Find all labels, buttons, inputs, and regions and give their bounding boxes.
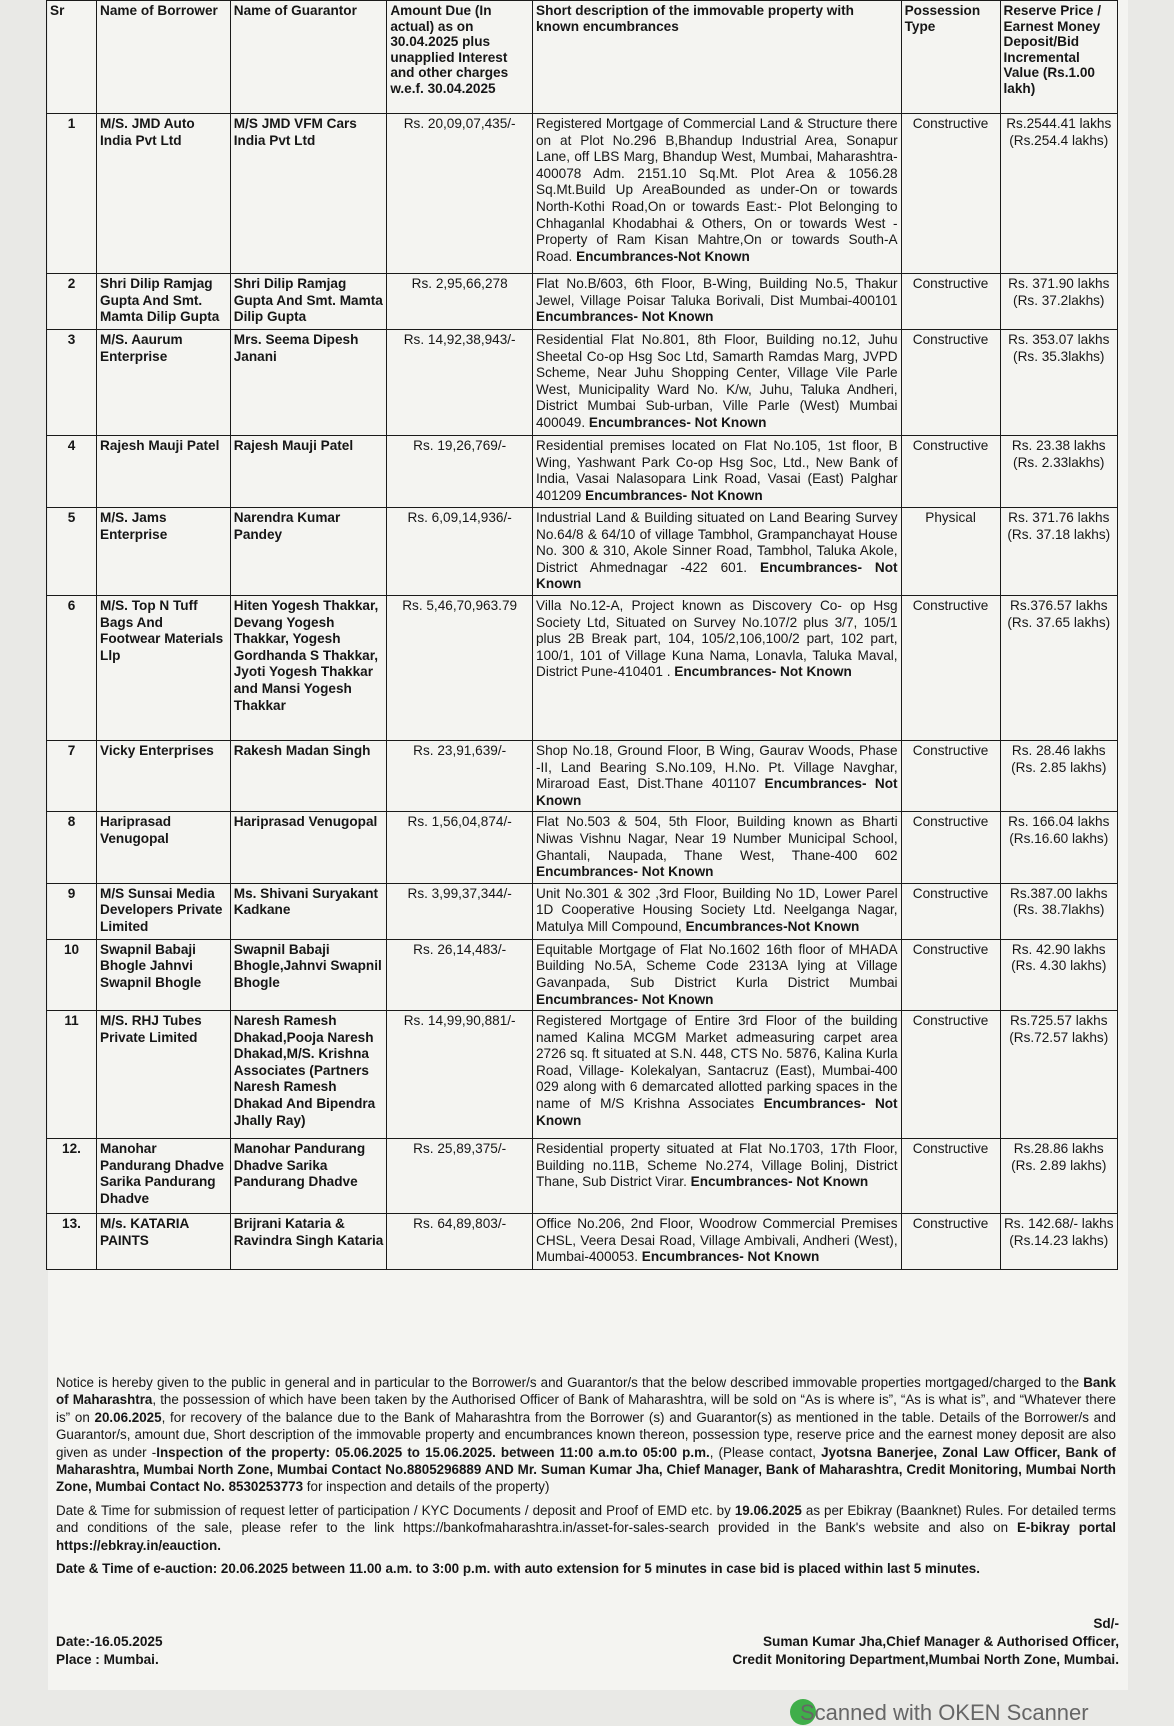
contact-details: Jyotsna Banerjee, Zonal Law Officer, Bank of Maharashtra, Mumbai North Zone, Mumbai Contact No.8805296889 AND Mr. Suman Kumar Jha, Chief Manager, Bank of Maharashtra, Credit Monitoring, Mumbai North Zone, Mumbai Contact No. 8530253773	[56, 1444, 1117, 1495]
row-guarantor: Shri Dilip Ramjag Gupta And Smt. Mamta Dilip Gupta	[230, 274, 387, 330]
encumbrance-text: Encumbrances- Not Known	[674, 664, 852, 680]
row-amount-due: Rs. 64,89,803/-	[387, 1214, 533, 1270]
table-row	[47, 508, 1118, 596]
row-sr-no: 8	[47, 812, 97, 883]
row-sr-no: 3	[47, 330, 97, 436]
row-borrower: M/S. RHJ Tubes Private Limited	[97, 1011, 231, 1139]
encumbrance-text: Encumbrances- Not Known	[536, 309, 714, 325]
table-row	[47, 939, 1118, 1010]
table-row	[47, 114, 1118, 274]
header-description: Short description of the immovable property with known encumbrances	[533, 1, 902, 114]
row-guarantor: Swapnil Babaji Bhogle,Jahnvi Swapnil Bhogle	[230, 939, 387, 1010]
row-sr-no: 9	[47, 883, 97, 939]
row-property-description	[533, 812, 902, 883]
row-sr-no: 11	[47, 1011, 97, 1139]
row-guarantor: Rakesh Madan Singh	[230, 740, 387, 811]
footer-signature	[732, 1615, 1119, 1669]
row-amount-due: Rs. 20,09,07,435/-	[387, 114, 533, 274]
row-amount-due: Rs. 1,56,04,874/-	[387, 812, 533, 883]
header-reserve: Reserve Price / Earnest Money Deposit/Bid Incremental Value (Rs.1.00 lakh)	[1000, 1, 1117, 114]
row-borrower: M/S. Aaurum Enterprise	[97, 330, 231, 436]
row-possession-type: Constructive	[901, 595, 1000, 740]
row-sr-no: 4	[47, 436, 97, 508]
ebikray-portal-link[interactable]: E-bikray portal https://ebkray.in/eauction.	[56, 1520, 1116, 1553]
row-sr-no: 7	[47, 740, 97, 811]
notice-text-span: , the possession of which have been taken by the Authorised Officer of Bank of Maharashtra, will be sold on “As is where is”, “As is what is”, and “Whatever there is” on	[56, 1392, 1116, 1425]
row-guarantor: Manohar Pandurang Dhadve Sarika Pandurang Dhadve	[230, 1139, 387, 1214]
row-borrower: Manohar Pandurang Dhadve Sarika Pandurang Dhadve	[97, 1139, 231, 1214]
row-property-description	[533, 740, 902, 811]
row-guarantor: Narendra Kumar Pandey	[230, 508, 387, 596]
row-amount-due: Rs. 25,89,375/-	[387, 1139, 533, 1214]
encumbrance-text: Encumbrances- Not Known	[585, 487, 763, 503]
property-text: Residential Flat No.801, 8th Floor, Building no.12, Juhu Sheetal Co-op Hsg Soc Ltd, Samarth Ramdas Marg, JVPD Scheme, Near Juhu Shopping Center, Village Vile Parle West, Municipality Ward No. K/w, Juhu, Taluka Andheri, District Mumbai Sub-urban, Ville Parle (West) Mumbai 400049.	[536, 332, 898, 430]
property-text: Villa No.12-A, Project known as Discovery Co- op Hsg Society Ltd, Situated on Survey No.107/2 plus 3/7, 105/1 plus 2B Break part, 104, 105/2,106,100/2 part, 102 part, 100/1, 101 of Village Kuna Nama, Lonavla, Taluka Maval, District Pune-410401 .	[536, 597, 898, 680]
encumbrance-text: Encumbrances- Not Known	[536, 559, 898, 592]
notice-text-span: Date & Time for submission of request letter of participation / KYC Documents / deposit and Proof of EMD etc. by	[56, 1502, 735, 1518]
encumbrance-text: Encumbrances- Not Known	[641, 1249, 820, 1265]
header-sr: Sr	[47, 1, 97, 114]
property-text: Residential premises located on Flat No.105, 1st floor, B Wing, Yashwant Park Co-op Hsg Soc, Ltd., New Bank of India, Vasai Nalasopara Link Road, Vasai (East) Palghar 401209	[536, 438, 898, 503]
property-text: Flat No.503 & 504, 5th Floor, Building known as Bharti Niwas Vishnu Nagar, Near 19 Number Municipal School, Ghantali, Naupada, Thane West, Thane-400 602	[536, 814, 898, 863]
row-reserve-price: Rs. 42.90 lakhs (Rs. 4.30 lakhs)	[1000, 939, 1117, 1010]
notice-paragraph-3	[56, 1560, 1116, 1577]
row-property-description	[533, 114, 902, 274]
row-guarantor: Brijrani Kataria & Ravindra Singh Kataria	[230, 1214, 387, 1270]
row-amount-due: Rs. 6,09,14,936/-	[387, 508, 533, 596]
bank-name: Bank of Maharashtra	[56, 1375, 1116, 1408]
row-sr-no: 12.	[47, 1139, 97, 1214]
row-amount-due: Rs. 14,99,90,881/-	[387, 1011, 533, 1139]
encumbrance-text: Encumbrances- Not Known	[588, 414, 767, 430]
row-property-description	[533, 1139, 902, 1214]
table-row	[47, 436, 1118, 508]
footer-department: Credit Monitoring Department,Mumbai North Zone, Mumbai.	[732, 1652, 1119, 1667]
notice-paragraph-2	[56, 1502, 1116, 1554]
header-amount: Amount Due (In actual) as on 30.04.2025 plus unapplied Interest and other charges w.e.f. 30.04.2025	[387, 1, 533, 114]
notice-text-span: as per Ebikray (Baanknet) Rules. For detailed terms and conditions of the sale, please refer to the link https://bankofmaharashtra.in/asset-for-sales-search provided in the Bank's website and also on	[56, 1502, 1116, 1536]
inspection-period: Inspection of the property: 05.06.2025 to 15.06.2025. between 11:00 a.m.to 05:00 p.m.	[156, 1444, 710, 1460]
row-amount-due: Rs. 19,26,769/-	[387, 436, 533, 508]
row-guarantor: Naresh Ramesh Dhakad,Pooja Naresh Dhakad,M/S. Krishna Associates (Partners Naresh Ramesh Dhakad And Bipendra Jhally Ray)	[230, 1011, 387, 1139]
row-reserve-price: Rs.376.57 lakhs (Rs. 37.65 lakhs)	[1000, 595, 1117, 740]
row-amount-due: Rs. 3,99,37,344/-	[387, 883, 533, 939]
row-property-description	[533, 1011, 902, 1139]
header-possession: Possession Type	[901, 1, 1000, 114]
header-guarantor: Name of Guarantor	[230, 1, 387, 114]
property-text: Flat No.B/603, 6th Floor, B-Wing, Building No.5, Thakur Jewel, Village Poisar Taluka Borivali, Dist Mumbai-400101	[536, 276, 898, 308]
row-reserve-price: Rs. 166.04 lakhs (Rs.16.60 lakhs)	[1000, 812, 1117, 883]
row-property-description	[533, 595, 902, 740]
notice-text-span: Notice is hereby given to the public in general and in particular to the Borrower/s and Guarantor/s that the below described immovable properties mortgaged/charged to the	[56, 1375, 1084, 1390]
table-row	[47, 595, 1118, 740]
property-text: Unit No.301 & 302 ,3rd Floor, Building No 1D, Lower Parel 1D Cooperative Housing Society Ltd. Neelganga Nagar, Matulya Mill Compound,	[536, 885, 898, 934]
row-guarantor: Ms. Shivani Suryakant Kadkane	[230, 883, 387, 939]
header-borrower: Name of Borrower	[97, 1, 231, 114]
row-amount-due: Rs. 14,92,38,943/-	[387, 330, 533, 436]
row-reserve-price: Rs.387.00 lakhs (Rs. 38.7lakhs)	[1000, 883, 1117, 939]
row-property-description	[533, 330, 902, 436]
row-sr-no: 1	[47, 114, 97, 274]
property-text: Registered Mortgage of Entire 3rd Floor of the building named Kalina MCGM Market admeasuring carpet area 2726 sq. ft situated at S.N. 448, CTS No. 5876, Kalina Kurla Road, Village- Kolekalyan, Santacruz (East), Mumbai-400 029 along with 6 demarcated allotted parking spaces in the name of M/S Krishna Associates	[536, 1013, 898, 1112]
row-amount-due: Rs. 2,95,66,278	[387, 274, 533, 330]
row-property-description	[533, 436, 902, 508]
table-row	[47, 1139, 1118, 1214]
row-possession-type: Constructive	[901, 436, 1000, 508]
property-text: Equitable Mortgage of Flat No.1602 16th floor of MHADA Building No.5A, Scheme Code 2313A lying at Village Gavanpada, Sub District Kurla District Mumbai	[536, 941, 898, 990]
row-borrower: M/s. KATARIA PAINTS	[97, 1214, 231, 1270]
footer-officer: Suman Kumar Jha,Chief Manager & Authorised Officer,	[762, 1634, 1119, 1649]
row-reserve-price: Rs. 371.76 lakhs (Rs. 37.18 lakhs)	[1000, 508, 1117, 596]
row-sr-no: 10	[47, 939, 97, 1010]
row-reserve-price: Rs. 142.68/- lakhs (Rs.14.23 lakhs)	[1000, 1214, 1117, 1270]
row-reserve-price: Rs.2544.41 lakhs (Rs.254.4 lakhs)	[1000, 114, 1117, 274]
notice-paragraph-1	[56, 1374, 1116, 1496]
row-possession-type: Constructive	[901, 939, 1000, 1010]
property-text: Residential property situated at Flat No.1703, 17th Floor, Building no.11B, Scheme No.274, Village Bolinj, District Thane, Sub District Virar.	[536, 1141, 898, 1190]
property-text: Industrial Land & Building situated on Land Bearing Survey No.64/8 & 64/10 of village Tambhol, Grampanchayat House No. 300 & 310, Akole Sinner Road, Tambhol, Taluka Akole, District Ahmednagar -422 601.	[536, 510, 898, 575]
row-possession-type: Constructive	[901, 330, 1000, 436]
eauction-datetime: Date & Time of e-auction: 20.06.2025 between 11.00 a.m. to 3:00 p.m. with auto extension for 5 minutes in case bid is placed within last 5 minutes.	[56, 1561, 980, 1577]
property-text: Registered Mortgage of Commercial Land & Structure there on at Plot No.296 B,Bhandup Industrial Area, Sonapur Lane, off LBS Marg, Bhandup West, Mumbai, Maharashtra-400078 Adm. 2151.10 Sq.Mt. Plot Area & 1056.28 Sq.Mt.Build Up AreaBounded as under-On or towards North-Kothi Road,On or towards East:- Plot Belonging to Chhaganlal Khodabhai & Others, On or towards West -Property of Ram Kisan Mahtre,On or towards South-A Road.	[536, 116, 898, 264]
encumbrance-text: Encumbrances- Not Known	[536, 991, 714, 1007]
encumbrance-text: Encumbrances- Not Known	[690, 1174, 869, 1190]
table-row	[47, 1214, 1118, 1270]
row-amount-due: Rs. 5,46,70,963.79	[387, 595, 533, 740]
row-reserve-price: Rs.28.86 lakhs (Rs. 2.89 lakhs)	[1000, 1139, 1117, 1214]
encumbrance-text: Encumbrances- Not Known	[536, 864, 714, 880]
table-row	[47, 1011, 1118, 1139]
row-sr-no: 2	[47, 274, 97, 330]
row-possession-type: Constructive	[901, 1214, 1000, 1270]
sale-date: 20.06.2025	[94, 1409, 162, 1425]
row-borrower: Hariprasad Venugopal	[97, 812, 231, 883]
table-row	[47, 274, 1118, 330]
row-property-description	[533, 883, 902, 939]
row-amount-due: Rs. 26,14,483/-	[387, 939, 533, 1010]
row-property-description	[533, 939, 902, 1010]
row-property-description	[533, 1214, 902, 1270]
notice-text-span: , for recovery of the balance due to the Bank of Maharashtra from the Borrower (s) and Guarantor(s) as mentioned in the table. Details of the Borrower/s and Guarantor/s, amount due, Short description of the immovable property and encumbrances known thereon, possession type, reserve price and the earnest money deposit are also given as under -	[56, 1409, 1117, 1460]
submission-date: 19.06.2025	[734, 1502, 802, 1518]
row-borrower: M/S. Top N Tuff Bags And Footwear Materials Llp	[97, 595, 231, 740]
notice-text	[56, 1374, 1116, 1583]
row-guarantor: Hiten Yogesh Thakkar, Devang Yogesh Thakkar, Yogesh Gordhanda S Thakkar, Jyoti Yogesh Thakkar and Mansi Yogesh Thakkar	[230, 595, 387, 740]
scanner-watermark: Scanned with OKEN Scanner	[800, 1700, 1089, 1725]
row-borrower: Swapnil Babaji Bhogle Jahnvi Swapnil Bhogle	[97, 939, 231, 1010]
row-borrower: Rajesh Mauji Patel	[97, 436, 231, 508]
encumbrance-text: Encumbrances- Not Known	[536, 776, 898, 808]
row-sr-no: 5	[47, 508, 97, 596]
footer-sd: Sd/-	[1093, 1616, 1119, 1631]
footer-date-place	[56, 1633, 163, 1669]
table-row	[47, 883, 1118, 939]
footer-place: Place : Mumbai.	[56, 1652, 159, 1667]
row-sr-no: 6	[47, 595, 97, 740]
row-reserve-price: Rs. 371.90 lakhs (Rs. 37.2lakhs)	[1000, 274, 1117, 330]
row-possession-type: Constructive	[901, 1011, 1000, 1139]
row-property-description	[533, 274, 902, 330]
row-borrower: M/S. JMD Auto India Pvt Ltd	[97, 114, 231, 274]
footer-date: Date:-16.05.2025	[56, 1634, 163, 1649]
encumbrance-text: Encumbrances-Not Known	[685, 918, 860, 934]
table-row	[47, 330, 1118, 436]
property-text: Shop No.18, Ground Floor, B Wing, Gaurav Woods, Phase -II, Land Bearing S.No.109, H.No. Pt. Village Navghar, Miraroad East, Dist.Thane 401107	[536, 742, 898, 792]
notice-text-span: , (Please contact,	[709, 1444, 822, 1460]
encumbrance-text: Encumbrances-Not Known	[576, 248, 750, 264]
row-borrower: M/S. Jams Enterprise	[97, 508, 231, 596]
row-guarantor: M/S JMD VFM Cars India Pvt Ltd	[230, 114, 387, 274]
notice-text-span: for inspection and details of the property)	[303, 1479, 550, 1495]
row-reserve-price: Rs. 353.07 lakhs (Rs. 35.3lakhs)	[1000, 330, 1117, 436]
row-borrower: M/S Sunsai Media Developers Private Limited	[97, 883, 231, 939]
row-possession-type: Physical	[901, 508, 1000, 596]
row-borrower: Shri Dilip Ramjag Gupta And Smt. Mamta Dilip Gupta	[97, 274, 231, 330]
table-row	[47, 740, 1118, 811]
property-text: Office No.206, 2nd Floor, Woodrow Commercial Premises CHSL, Veera Desai Road, Village Ambivali, Andheri (West), Mumbai-400053.	[536, 1216, 898, 1265]
row-guarantor: Mrs. Seema Dipesh Janani	[230, 330, 387, 436]
table-row	[47, 812, 1118, 883]
row-borrower: Vicky Enterprises	[97, 740, 231, 811]
table-body	[47, 114, 1118, 1270]
row-sr-no: 13.	[47, 1214, 97, 1270]
row-possession-type: Constructive	[901, 812, 1000, 883]
auction-table	[46, 0, 1118, 1270]
row-reserve-price: Rs. 23.38 lakhs (Rs. 2.33lakhs)	[1000, 436, 1117, 508]
row-reserve-price: Rs.725.57 lakhs (Rs.72.57 lakhs)	[1000, 1011, 1117, 1139]
row-possession-type: Constructive	[901, 274, 1000, 330]
row-possession-type: Constructive	[901, 883, 1000, 939]
row-possession-type: Constructive	[901, 740, 1000, 811]
row-guarantor: Hariprasad Venugopal	[230, 812, 387, 883]
row-possession-type: Constructive	[901, 1139, 1000, 1214]
row-reserve-price: Rs. 28.46 lakhs (Rs. 2.85 lakhs)	[1000, 740, 1117, 811]
row-property-description	[533, 508, 902, 596]
table-header-row	[47, 1, 1118, 114]
row-amount-due: Rs. 23,91,639/-	[387, 740, 533, 811]
row-possession-type: Constructive	[901, 114, 1000, 274]
encumbrance-text: Encumbrances- Not Known	[536, 1096, 898, 1128]
row-guarantor: Rajesh Mauji Patel	[230, 436, 387, 508]
